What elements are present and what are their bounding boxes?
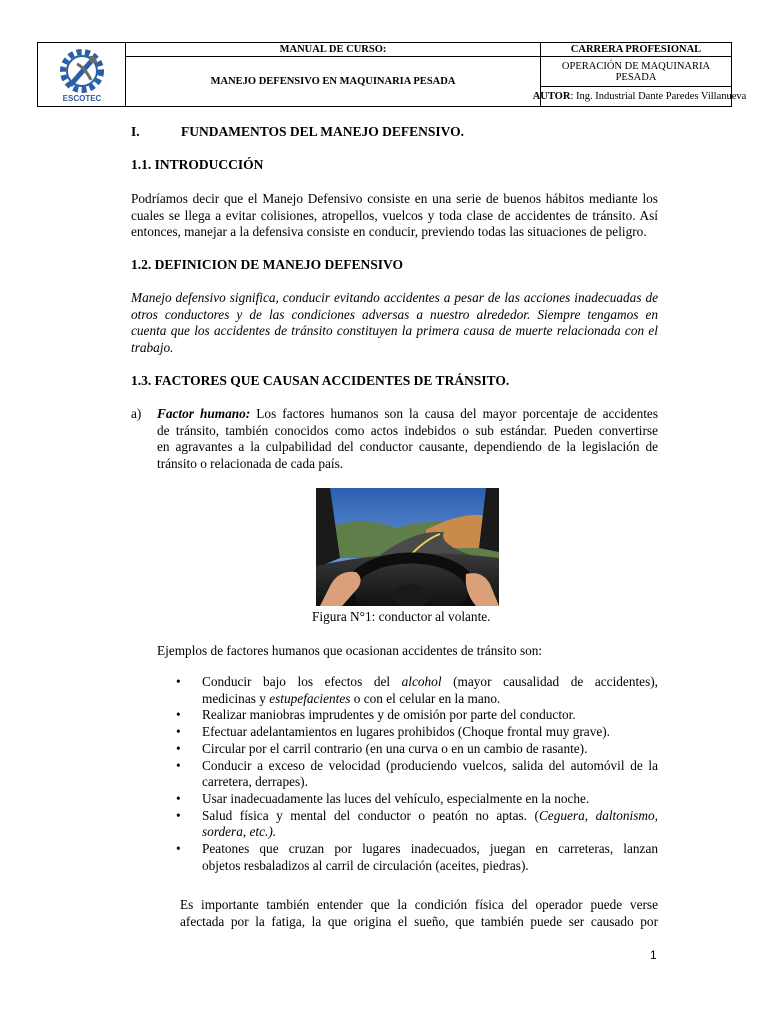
paragraph-closing [180,897,658,930]
text-line: Peatones que cruzan por lugares inadecuados, juegan en carreteras, lanzan [202,841,658,857]
text-line: de tránsito, también conocidos como actos indebidos o sub estándar. Pueden convertirse [157,422,658,438]
figure-caption: Figura N°1: conductor al volante. [312,609,491,624]
text-fragment: alcohol [401,674,442,689]
career-label: CARRERA PROFESIONAL [541,43,731,57]
text-line: objetos resbaladizos al carril de circulación (aceites, piedras). [202,857,529,873]
list-item [176,724,658,741]
text-line: cuales se llega a evitar colisiones, atropellos, vuelcos y toda clase de accidentes de tránsito. Así [131,207,658,223]
text-line: en agravantes a la culpabilidad del conductor causante, dependiendo de la legislación de [157,439,658,454]
text-fragment: Salud física y mental del conductor o peatón no aptas. ( [202,807,539,823]
bullet-icon: • [176,841,181,857]
text-line: Efectuar adelantamientos en lugares prohibidos (Choque frontal muy grave). [202,724,611,740]
text-fragment: (mayor causalidad de accidentes), [441,674,658,689]
text-fragment: Ceguera, daltonismo, [538,807,658,823]
list-item [176,707,658,724]
text-fragment: medicinas y [202,690,270,706]
text-line: tránsito o relacionada de cada país. [157,455,344,471]
text-line [202,808,658,825]
paragraph-introduccion [131,191,658,241]
text-line: carretera, derrapes). [202,774,308,790]
document-header [37,42,747,107]
text-line: Manejo defensivo significa, conducir evitando accidentes a pesar de las acciones inadecuadas de [131,290,658,305]
driver-illustration [316,488,499,606]
heading-introduccion: 1.1. INTRODUCCIÓN [131,157,264,172]
paragraph-factor-humano [157,406,658,472]
text-line [157,406,658,423]
heading-factores: 1.3. FACTORES QUE CAUSAN ACCIDENTES DE TRÁNSITO. [131,373,510,388]
item-letter: a) [131,406,142,421]
human-factors-list [176,674,658,874]
text-fragment: Los factores humanos son la causa del mayor porcentaje de accidentes [250,406,659,421]
section-number: I. [131,124,140,139]
text-line: Es importante también entender que la condición física del operador puede verse [180,897,658,912]
text-line: Podríamos decir que el Manejo Defensivo consiste en una serie de buenos hábitos mediante los [131,191,658,206]
author-line [532,87,747,106]
list-item [176,674,658,707]
text-line [202,674,658,691]
factor-humano-title: Factor humano: [157,406,251,421]
text-line [202,691,658,708]
text-line: entonces, manejar a la defensiva consiste en conducir, previendo todas las situaciones de peligro. [131,224,647,239]
text-line: Circular por el carril contrario (en una curva o en un cambio de rasante). [202,740,588,756]
text-line: afectada por la fatiga, la que origina el sueño, que también puede ser causado por [180,913,658,929]
text-line [202,824,658,841]
list-item [176,791,658,808]
bullet-icon: • [176,724,181,740]
list-item [176,758,658,791]
text-fragment: Conducir bajo los efectos del [202,674,402,689]
list-item [176,841,658,874]
text-line: trabajo. [131,339,174,355]
author-label: AUTOR [532,91,571,102]
text-line: otros conductores y de las condiciones adversas a nuestro alrededor. Siempre tengamos en [131,306,658,322]
list-item [176,808,658,841]
text-fragment: sordera, etc.). [202,824,277,840]
bullet-icon: • [176,790,181,806]
bullet-icon: • [176,807,181,823]
escotec-logo [49,46,115,104]
heading-definicion: 1.2. DEFINICION DE MANEJO DEFENSIVO [131,257,404,272]
list-item [176,741,658,758]
author-name: : Ing. Industrial Dante Paredes Villanueva [570,91,747,102]
section-title: FUNDAMENTOS DEL MANEJO DEFENSIVO. [181,124,465,139]
paragraph-definicion [131,290,658,356]
driver-at-wheel-image [316,488,499,606]
bullet-icon: • [176,740,181,756]
manual-label: MANUAL DE CURSO: [126,43,541,57]
text-line: cuenta que los accidentes de tránsito constituyen la primera causa de muerte relacionada con el [131,323,658,338]
logo-cell [38,43,126,106]
text-line: Usar inadecuadamente las luces del vehículo, especialmente en la noche. [202,790,590,806]
text-fragment: o con el celular en la mano. [350,690,501,706]
career-name: OPERACIÓN DE MAQUINARIA PESADA [541,57,731,87]
logo-text: ESCOTEC [62,93,101,103]
page-number: 1 [650,948,657,962]
text-fragment: estupefacientes [269,690,351,706]
text-line: Conducir a exceso de velocidad (produciendo vuelcos, salida del automóvil de la [202,757,658,773]
text-line: Realizar maniobras imprudentes y de omisión por parte del conductor. [202,707,576,723]
manual-name: MANEJO DEFENSIVO EN MAQUINARIA PESADA [126,57,541,106]
bullet-icon: • [176,674,181,689]
bullet-icon: • [176,707,181,723]
examples-intro: Ejemplos de factores humanos que ocasionan accidentes de tránsito son: [157,643,543,658]
bullet-icon: • [176,757,181,773]
